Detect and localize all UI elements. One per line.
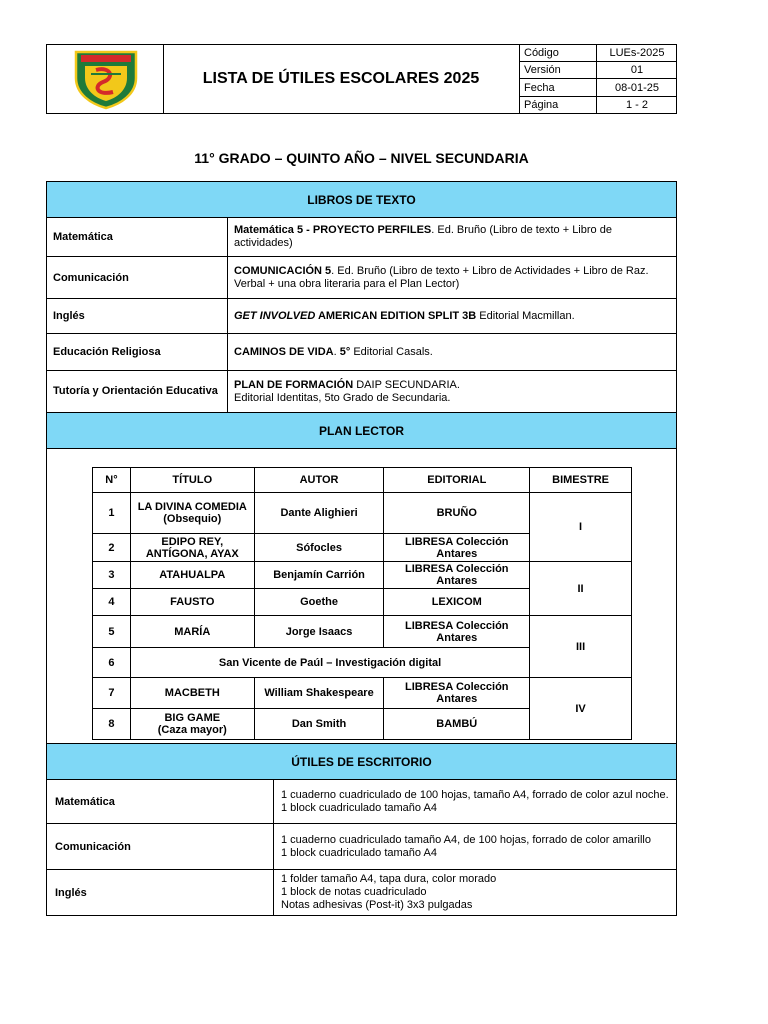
document-meta-table <box>519 45 677 113</box>
cell-publisher: LIBRESA Colección Antares <box>384 534 530 562</box>
cell-title: FAUSTO <box>130 589 254 616</box>
cell-bimester: II <box>530 562 632 616</box>
cell-title: MARÍA <box>130 616 254 648</box>
cell-publisher: BRUÑO <box>384 493 530 534</box>
subject-label: Inglés <box>47 299 228 333</box>
book-description: Matemática 5 - PROYECTO PERFILES. Ed. Bruño (Libro de texto + Libro de actividades) <box>234 224 612 249</box>
supply-list-table <box>46 181 677 916</box>
libros-row <box>47 371 676 413</box>
book-description: COMUNICACIÓN 5. Ed. Bruño (Libro de texto + Libro de Actividades + Libro de Raz. Verbal + una obra literaria para el Plan Lector) <box>234 264 649 290</box>
meta-label: Versión <box>520 62 597 79</box>
meta-value: LUEs-2025 <box>597 45 678 62</box>
subject-label: Matemática <box>47 218 228 256</box>
supply-line: 1 cuaderno cuadriculado tamaño A4, de 100 hojas, forrado de color amarillo <box>281 833 651 846</box>
utiles-row <box>47 780 676 824</box>
plan-header-row <box>93 468 632 493</box>
column-header: TÍTULO <box>130 468 254 493</box>
book-description: CAMINOS DE VIDA. 5° Editorial Casals. <box>234 345 433 358</box>
cell-number: 4 <box>93 589 131 616</box>
meta-row <box>520 45 677 62</box>
cell-number: 1 <box>93 493 131 534</box>
meta-label: Código <box>520 45 597 62</box>
column-header: N° <box>93 468 131 493</box>
meta-value: 01 <box>597 62 678 79</box>
column-header: EDITORIAL <box>384 468 530 493</box>
subject-label: Tutoría y Orientación Educativa <box>47 371 228 412</box>
subject-label: Educación Religiosa <box>47 334 228 370</box>
cell-title: ATAHUALPA <box>130 562 254 589</box>
cell-number: 5 <box>93 616 131 648</box>
cell-title: San Vicente de Paúl – Investigación digital <box>130 648 529 678</box>
supply-line: 1 block cuadriculado tamaño A4 <box>281 846 437 859</box>
table-row <box>93 493 632 534</box>
section-heading-libros: LIBROS DE TEXTO <box>47 182 676 218</box>
book-description: GET INVOLVED AMERICAN EDITION SPLIT 3B Editorial Macmillan. <box>234 309 575 322</box>
school-logo-cell <box>47 45 164 113</box>
supply-line: 1 cuaderno cuadriculado de 100 hojas, tamaño A4, forrado de color azul noche. <box>281 788 669 801</box>
meta-value: 1 - 2 <box>597 96 678 113</box>
grade-subtitle: 11° GRADO – QUINTO AÑO – NIVEL SECUNDARIA <box>194 150 529 166</box>
meta-row <box>520 79 677 96</box>
supply-line: 1 block cuadriculado tamaño A4 <box>281 801 437 814</box>
cell-bimester: III <box>530 616 632 678</box>
cell-title: LA DIVINA COMEDIA (Obsequio) <box>130 493 254 534</box>
book-description: PLAN DE FORMACIÓN DAIP SECUNDARIA. Editorial Identitas, 5to Grado de Secundaria. <box>234 378 460 404</box>
supply-line: Notas adhesivas (Post-it) 3x3 pulgadas <box>281 899 473 911</box>
supply-line: 1 folder tamaño A4, tapa dura, color morado <box>281 873 497 885</box>
supply-description <box>274 780 676 823</box>
supply-description <box>274 824 676 869</box>
cell-number: 6 <box>93 648 131 678</box>
cell-bimester: I <box>530 493 632 562</box>
school-crest-logo <box>71 48 141 110</box>
subject-label: Inglés <box>47 870 274 915</box>
plan-lector-area <box>47 449 676 744</box>
libros-row <box>47 299 676 334</box>
utiles-row <box>47 870 676 915</box>
cell-number: 2 <box>93 534 131 562</box>
column-header: AUTOR <box>254 468 384 493</box>
cell-author: Sófocles <box>254 534 384 562</box>
cell-author: Dan Smith <box>254 709 384 740</box>
cell-publisher: LIBRESA Colección Antares <box>384 678 530 709</box>
cell-number: 3 <box>93 562 131 589</box>
table-row <box>93 562 632 589</box>
cell-publisher: BAMBÚ <box>384 709 530 740</box>
libros-row <box>47 257 676 299</box>
supply-description <box>274 870 676 915</box>
meta-label: Fecha <box>520 79 597 96</box>
libros-row <box>47 334 676 371</box>
cell-number: 7 <box>93 678 131 709</box>
cell-author: Jorge Isaacs <box>254 616 384 648</box>
meta-value: 08-01-25 <box>597 79 678 96</box>
cell-author: Dante Alighieri <box>254 493 384 534</box>
supply-line: 1 block de notas cuadriculado <box>281 886 427 898</box>
cell-author: William Shakespeare <box>254 678 384 709</box>
plan-lector-table <box>92 467 632 740</box>
cell-bimester: IV <box>530 678 632 740</box>
cell-number: 8 <box>93 709 131 740</box>
cell-title: MACBETH <box>130 678 254 709</box>
meta-row <box>520 96 677 113</box>
cell-publisher: LIBRESA Colección Antares <box>384 616 530 648</box>
cell-title: EDIPO REY, ANTÍGONA, AYAX <box>130 534 254 562</box>
section-heading-utiles: ÚTILES DE ESCRITORIO <box>47 744 676 780</box>
subject-label: Matemática <box>47 780 274 823</box>
section-heading-plan-lector: PLAN LECTOR <box>47 413 676 449</box>
subject-label: Comunicación <box>47 824 274 869</box>
cell-author: Benjamín Carrión <box>254 562 384 589</box>
meta-row <box>520 62 677 79</box>
table-row <box>93 678 632 709</box>
cell-author: Goethe <box>254 589 384 616</box>
meta-label: Página <box>520 96 597 113</box>
table-row <box>93 616 632 648</box>
cell-publisher: LIBRESA Colección Antares <box>384 562 530 589</box>
document-title: LISTA DE ÚTILES ESCOLARES 2025 <box>202 70 480 87</box>
document-header <box>46 44 677 114</box>
cell-publisher: LEXICOM <box>384 589 530 616</box>
utiles-row <box>47 824 676 870</box>
column-header: BIMESTRE <box>530 468 632 493</box>
cell-title: BIG GAME (Caza mayor) <box>130 709 254 740</box>
subject-label: Comunicación <box>47 257 228 298</box>
libros-row <box>47 218 676 257</box>
